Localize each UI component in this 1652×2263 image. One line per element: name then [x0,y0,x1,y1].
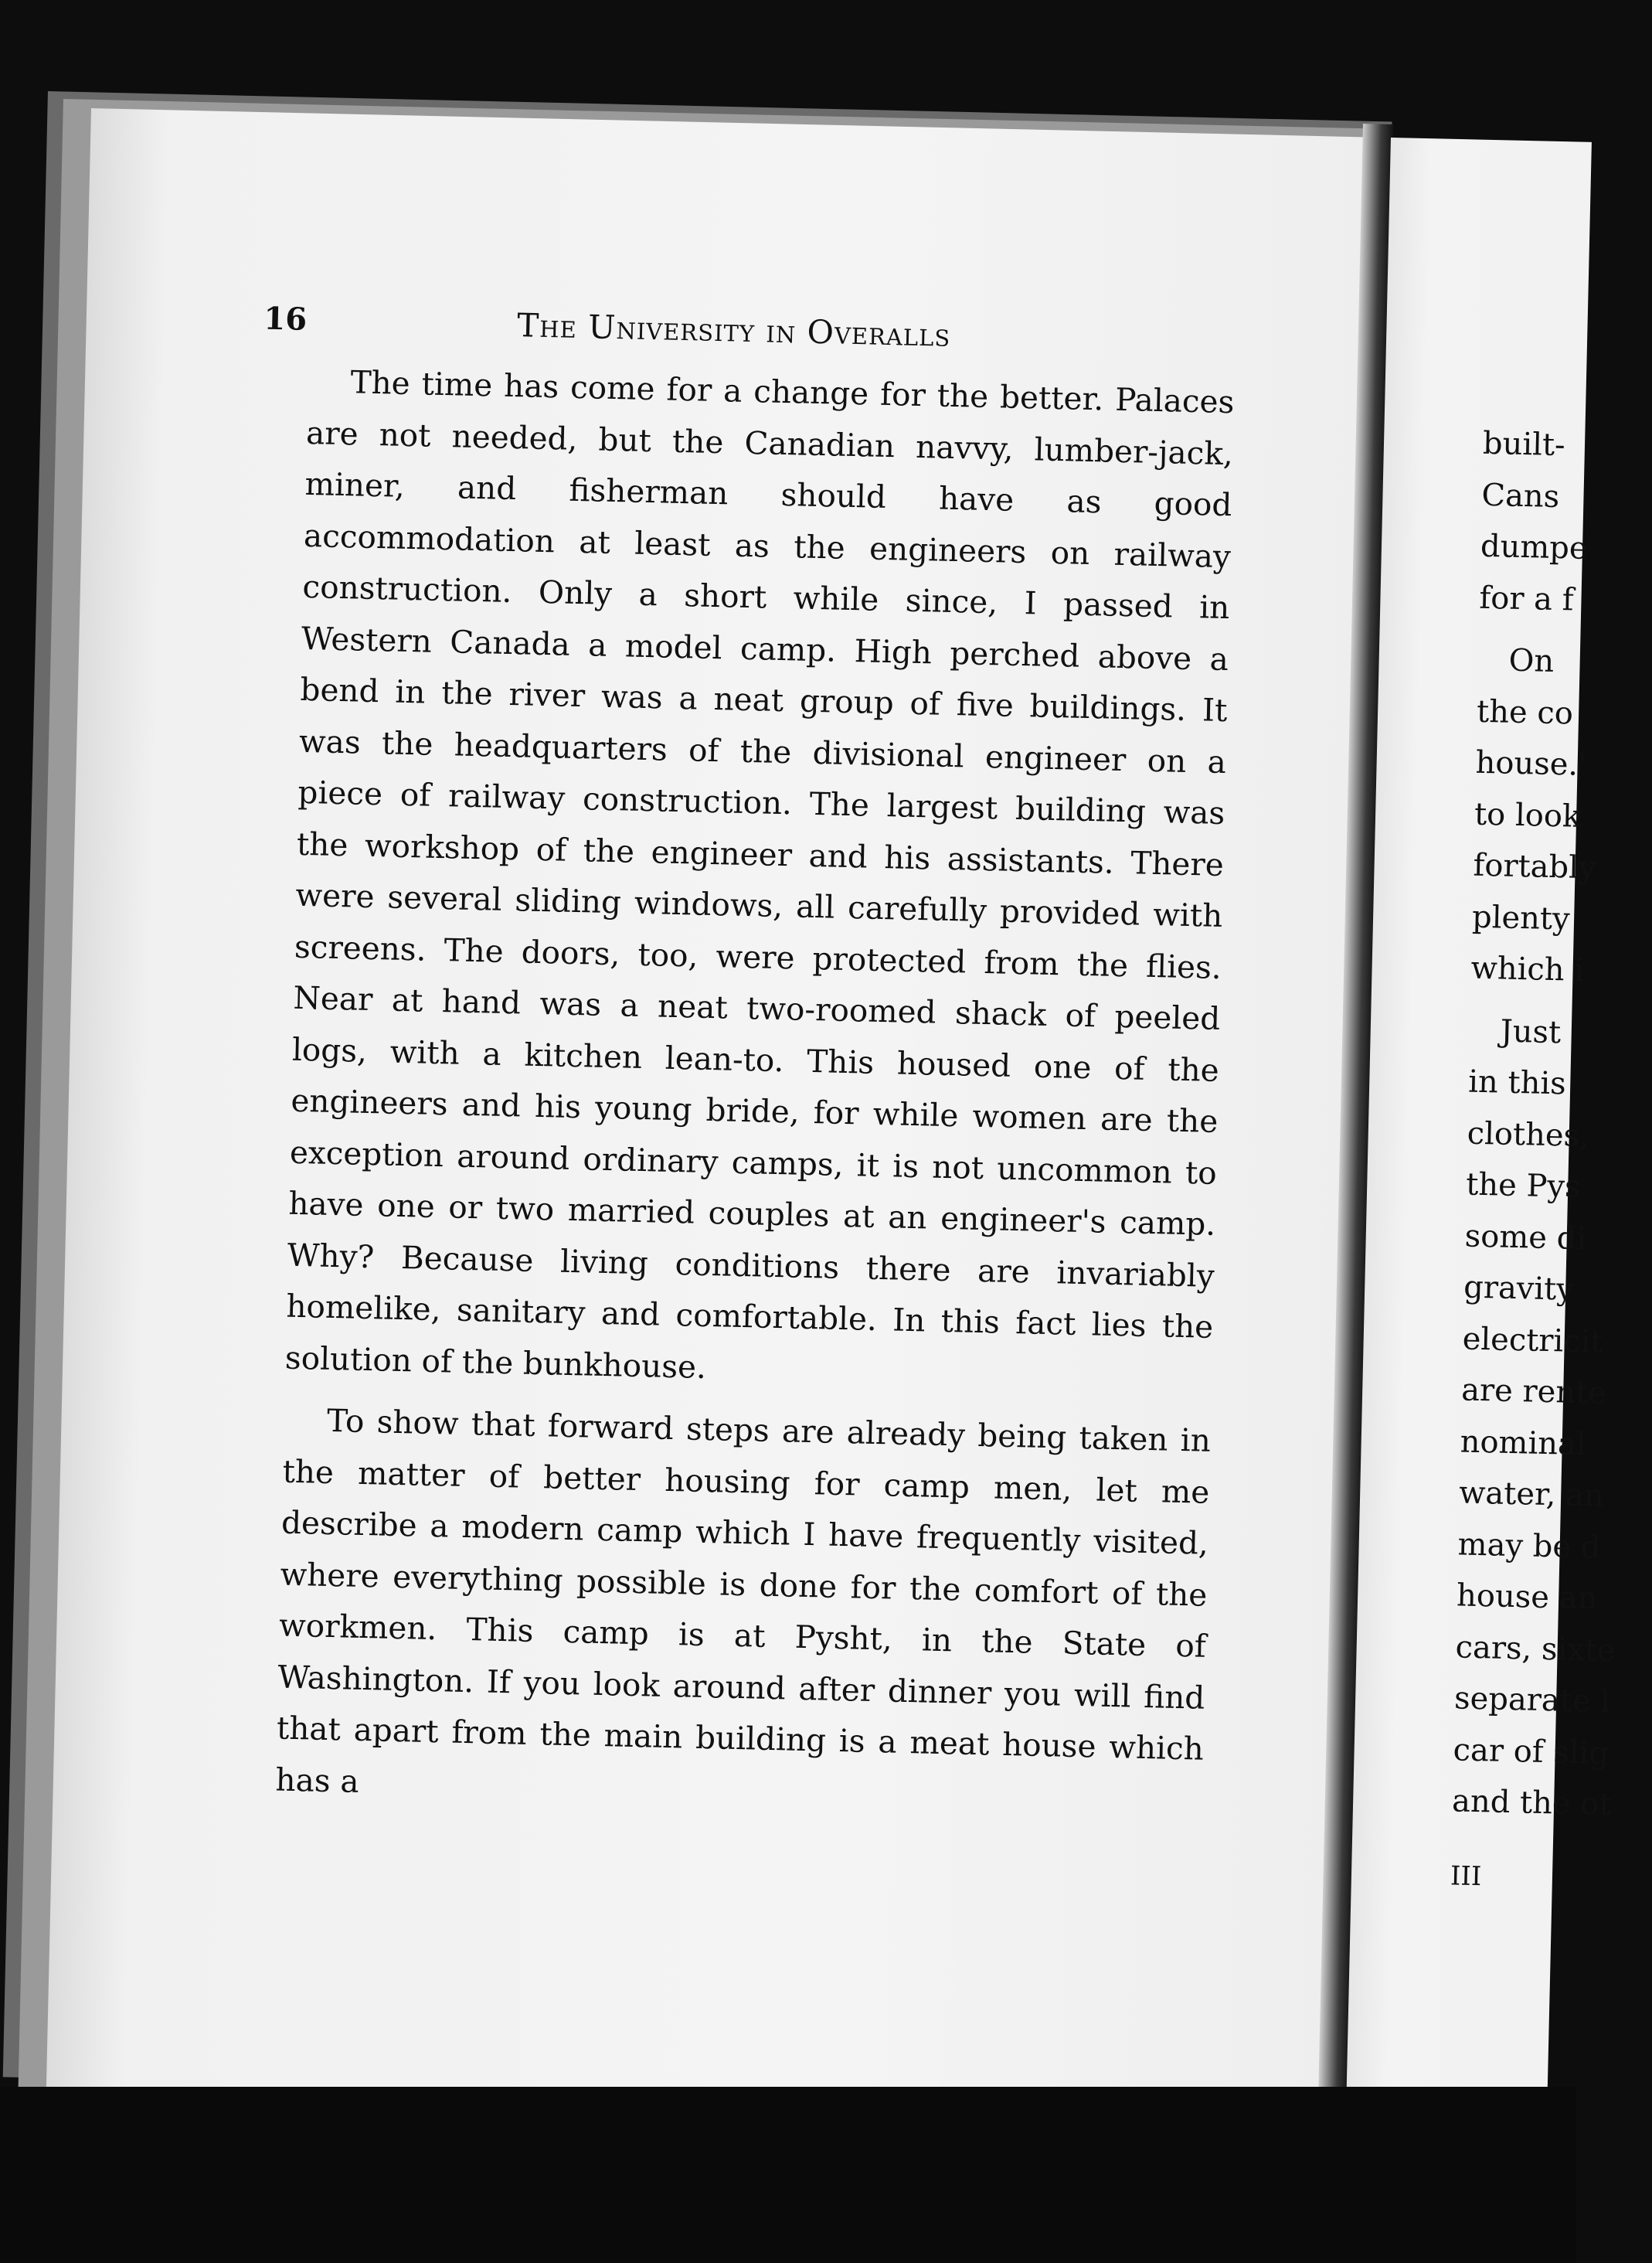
right-line: house.' [1475,744,1587,783]
right-line: are rente [1460,1372,1607,1411]
right-line: plenty [1471,899,1571,938]
right-line: Cans [1481,477,1560,515]
right-line: may be d [1457,1526,1601,1566]
right-line: car of slig [1453,1731,1610,1771]
page-number: 16 [263,300,308,338]
right-line: nominal [1460,1423,1587,1462]
right-line: some di [1464,1218,1587,1257]
right-line: the Pys [1465,1166,1582,1205]
right-line: gravity [1463,1269,1575,1308]
right-line: in this [1467,1063,1567,1102]
signature-mark: III [1450,1860,1482,1892]
right-line: On [1508,642,1555,679]
left-page-text [263,300,1236,1837]
right-line: house an [1456,1577,1598,1617]
right-line: clothes, [1467,1115,1590,1154]
right-line: built- [1482,425,1566,464]
right-line: the co [1476,693,1574,732]
scan-background [0,2087,1576,2263]
right-line: cars, sixte [1455,1628,1616,1669]
right-line: dumpe [1480,528,1589,567]
right-line: water, an [1458,1475,1605,1514]
right-line: to look [1474,796,1582,835]
paragraph-1: The time has come for a change for the better. Palaces are not needed, but the Canadian navvy, lumber-jack, miner, and fisherman should have as good accommodation at least as the engineers on railway construction. Only a short while since, I passed in Western Canada a model camp. High perched above a bend in the river was a neat group of five buildings. It was the headquarters of the divisional engineer on a piece of railway construction. The largest building was the workshop of the engineer and his assistants. There were several sliding windows, all carefully provided with screens. The doors, too, were protected from the flies. Near at hand was a neat two-roomed shack of peeled logs, with a kitchen lean-to. This housed one of the engineers and his young bride, for while women are the exception around ordinary camps, it is not uncommon to have one or two married couples at an engineer's camp. Why? Because living conditions there are invariably homelike, sanitary and comfortable. In this fact lies the solution of the bunkhouse. [284,363,1235,1386]
paragraph-2: To show that forward steps are already being taken in the matter of better housing for camp men, let me describe a modern camp which I have frequently visited, where everything possible is done for the comfort of the workmen. This camp is at Pysht, in the State of Washington. If you look around after dinner you will find that apart from the main building is a meat house which has a [275,1401,1212,1800]
right-line: Just [1500,1013,1562,1050]
right-page-text [1450,418,1646,1905]
right-line: and the ot [1451,1783,1612,1823]
right-line: fortably [1473,847,1597,886]
running-title: The University in Overalls [516,306,951,354]
right-line: which i [1470,950,1585,989]
right-line: for a f [1479,580,1575,618]
right-line: separate l [1453,1680,1611,1720]
right-line: electricit [1462,1321,1604,1360]
